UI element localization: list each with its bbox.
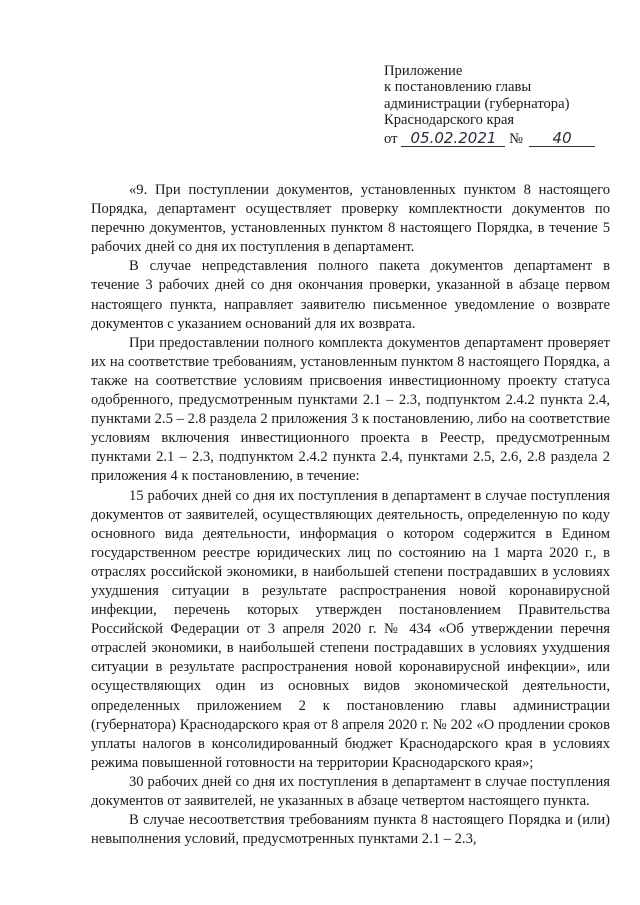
paragraph-2: В случае непредставления полного пакета документов департамент в течение 3 рабочих дней со дня окончания проверки, указанной в абзаце первом настоящего пункта, направляет заявителю письменное уведомление о возврате документов с указанием оснований для их возврата. <box>91 258 610 332</box>
date-prefix: от <box>384 130 398 147</box>
paragraph-4: 15 рабочих дней со дня их поступления в департамент в случае поступления документов от заявителей, осуществляющих деятельность, определенную по коду основного вида деятельности, информация о котором содержится в Едином государственном реестре юридических лиц по состоянию на 1 марта 2020 г., в отраслях российской экономики, в наибольшей степени пострадавших в условиях ухудшения ситуации в результате распространения новой коронавирусной инфекции, перечень которых утвержден постановлением Правительства Российской Федерации от 3 апреля 2020 г. № 434 «Об утверждении перечня отраслей экономики, в наибольшей степени пострадавших в условиях ухудшения ситуации в результате распространения новой коронавирусной инфекции», или осуществляющих один из основных видов экономической деятельности, определенных приложением 2 к постановлению главы администрации (губернатора) Краснодарского края от 8 апреля 2020 г. № 202 «О продлении сроков уплаты налогов в консолидированный бюджет Краснодарского края в условиях режима повышенной готовности на территории Краснодарского края»; <box>91 487 610 771</box>
appendix-header <box>384 63 624 147</box>
header-date-line <box>384 130 624 147</box>
number-prefix: № <box>509 130 524 147</box>
paragraph-6: В случае несоответствия требованиям пункта 8 настоящего Порядка и (или) невыполнения условий, предусмотренных пунктами 2.1 – 2.3, <box>91 812 610 848</box>
header-line-administration: администрации (губернатора) <box>384 95 570 112</box>
paragraph-1: «9. При поступлении документов, установленных пунктом 8 настоящего Порядка, департамент осуществляет проверку комплектности документов по перечню документов, установленных пунктом 8 настоящего Порядка, в течение 5 рабочих дней со дня их поступления в департамент. <box>91 182 610 256</box>
handwritten-date: 05.02.2021 <box>401 130 505 147</box>
header-line-appendix: Приложение <box>384 63 463 79</box>
handwritten-number: 40 <box>529 130 595 147</box>
header-line-region: Краснодарского края <box>384 112 515 129</box>
paragraph-3: При предоставлении полного комплекта документов департамент проверяет их на соответствие требованиям, установленным пунктом 8 настоящего Порядка, а также на соответствие условиям присвоения инвестиционному проекту статуса одобренного, предусмотренным пунктами 2.1 – 2.3, подпунктом 2.4.2 пункта 2.4, пунктами 2.5 – 2.8 раздела 2 приложения 3 к постановлению, либо на соответствие условиям включения инвестиционного проекта в Реестр, предусмотренным пунктами 2.1 – 2.3, подпунктом 2.4.2 пункта 2.4, пунктами 2.5, 2.6, 2.8 раздела 2 приложения 4 к постановлению, в течение: <box>91 334 610 485</box>
document-body <box>91 181 610 849</box>
header-line-resolution: к постановлению главы <box>384 79 532 96</box>
paragraph-5: 30 рабочих дней со дня их поступления в департамент в случае поступления документов от заявителей, не указанных в абзаце четвертом настоящего пункта. <box>91 773 610 809</box>
